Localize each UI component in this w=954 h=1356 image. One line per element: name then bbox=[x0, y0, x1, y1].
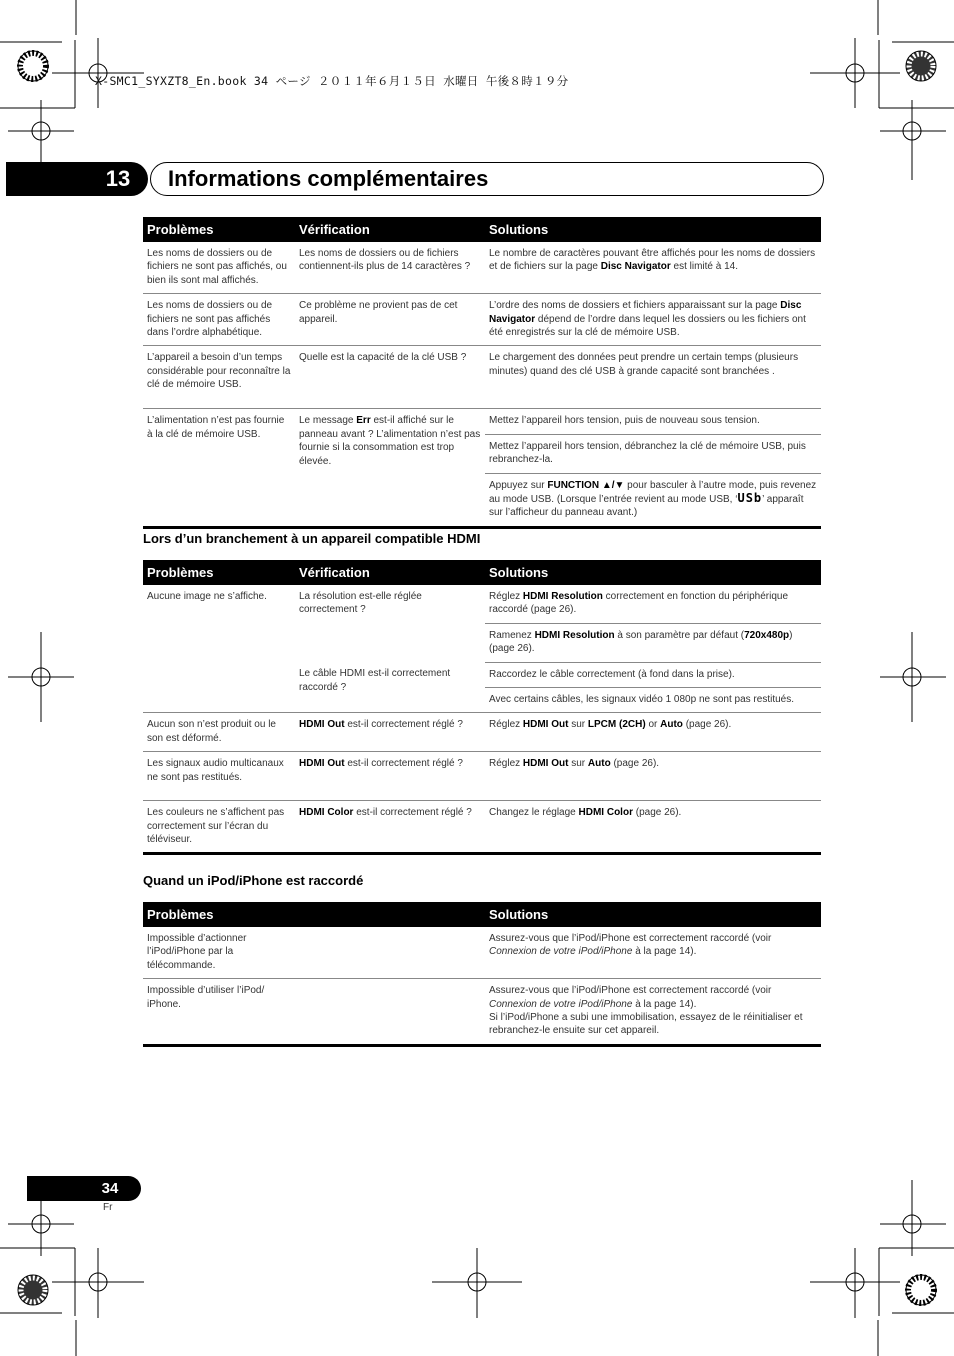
problem-cell: Les couleurs ne s’affichent pas correctement sur l’écran du téléviseur. bbox=[143, 801, 295, 854]
verification-bold: Err bbox=[356, 415, 371, 427]
solution-text: Réglez bbox=[489, 758, 523, 770]
solution-cell bbox=[485, 242, 821, 294]
table-header-row bbox=[143, 902, 821, 927]
solution-text: L’ordre des noms de dossiers et fichiers apparaissant sur la page bbox=[489, 300, 781, 312]
header-solutions: Solutions bbox=[485, 560, 821, 585]
verification-bold: HDMI Out bbox=[299, 758, 345, 770]
solution-cell: Mettez l’appareil hors tension, puis de nouveau sous tension. bbox=[485, 409, 821, 434]
hdmi-troubleshooting-table bbox=[143, 560, 821, 855]
verification-text: est-il correctement réglé ? bbox=[344, 719, 463, 731]
usb-display-glyph: USb bbox=[737, 491, 763, 506]
problem-cell bbox=[143, 927, 485, 979]
solution-text: (page 26). bbox=[632, 807, 682, 819]
solution-text: Appuyez sur bbox=[489, 479, 548, 491]
table-row bbox=[143, 294, 821, 346]
solution-text: à son paramètre par défaut ( bbox=[614, 629, 745, 641]
table-row bbox=[143, 752, 821, 801]
solution-bold: HDMI Out bbox=[522, 758, 569, 770]
problem-cell: L’alimentation n’est pas fournie à la clé de mémoire USB. bbox=[143, 409, 295, 527]
verification-bold: HDMI Color bbox=[299, 807, 354, 819]
solution-text: Réglez bbox=[489, 591, 523, 602]
table-row bbox=[143, 713, 821, 752]
solution-cell bbox=[485, 979, 821, 1046]
verification-cell: Ce problème ne provient pas de cet appareil. bbox=[295, 294, 485, 346]
problem-text: Impossible d’utiliser l’iPod/ iPhone. bbox=[147, 985, 265, 1010]
header-problems: Problèmes bbox=[143, 217, 295, 242]
problem-text: Impossible d’actionner l’iPod/iPhone par la télécommande. bbox=[147, 933, 247, 971]
solution-bold: HDMI Resolution bbox=[522, 591, 603, 602]
table-header-row bbox=[143, 217, 821, 242]
solution-text: pour basculer à l’autre mode, puis revenez au mode USB. (Lorsque l’entrée revient au mode USB, ‘ bbox=[489, 479, 817, 506]
header-problems: Problèmes bbox=[143, 560, 295, 585]
solution-text: Le nombre de caractères pouvant être affichés pour les noms de dossiers et de fichiers sur la page bbox=[489, 248, 816, 273]
section-title-hdmi: Lors d’un branchement à un appareil compatible HDMI bbox=[143, 531, 481, 546]
solution-bold: HDMI Out bbox=[522, 719, 569, 731]
solution-italic-ref: Connexion de votre iPod/iPhone bbox=[489, 998, 633, 1010]
solution-text: Si l’iPod/iPhone a subi une immobilisation, essayez de le réinitialiser et rebranchez-le ensuite sur cet appareil. bbox=[489, 1012, 803, 1037]
solution-text: sur bbox=[568, 719, 588, 731]
solution-cell bbox=[485, 473, 821, 527]
problem-cell: Les signaux audio multicanaux ne sont pas restitués. bbox=[143, 752, 295, 801]
verification-cell: Le câble HDMI est-il correctement raccordé ? bbox=[295, 662, 485, 713]
solution-bold: Auto bbox=[587, 758, 611, 770]
solution-text: Assurez-vous que l’iPod/iPhone est correctement raccordé (voir bbox=[489, 985, 772, 997]
solution-bold: Auto bbox=[660, 719, 683, 731]
table-header-row bbox=[143, 560, 821, 585]
solution-text: à la page 14). bbox=[632, 998, 697, 1010]
problem-cell: L’appareil a besoin d’un temps considérable pour reconnaître la clé de mémoire USB. bbox=[143, 346, 295, 409]
verification-cell: Quelle est la capacité de la clé USB ? bbox=[295, 346, 485, 409]
solution-text: Changez le réglage bbox=[489, 807, 579, 819]
verification-cell bbox=[295, 409, 485, 527]
header-problems: Problèmes bbox=[143, 902, 485, 927]
solution-text: ) (page 26). bbox=[489, 629, 793, 655]
solution-text: dépend de l’ordre dans lequel les dossiers ou les fichiers ont été enregistrés sur la clé de mémoire USB. bbox=[489, 313, 806, 339]
verification-cell bbox=[295, 713, 485, 752]
chapter-number: 13 bbox=[105, 166, 131, 191]
problem-cell: Aucun son n’est produit ou le son est déformé. bbox=[143, 713, 295, 752]
header-verification: Vérification bbox=[295, 560, 485, 585]
solution-cell bbox=[485, 623, 821, 662]
section-title-ipod: Quand un iPod/iPhone est raccordé bbox=[143, 873, 364, 888]
solution-cell bbox=[485, 713, 821, 752]
solution-bold: Disc Navigator bbox=[489, 300, 802, 325]
verification-text: est-il correctement réglé ? bbox=[353, 807, 472, 819]
table-row bbox=[143, 801, 821, 854]
solution-cell bbox=[485, 801, 821, 854]
solution-text: (page 26). bbox=[610, 758, 660, 770]
verification-text: est-il correctement réglé ? bbox=[344, 758, 463, 770]
page-language: Fr bbox=[103, 1202, 113, 1213]
table-row bbox=[143, 585, 821, 623]
solution-bold: 720x480p bbox=[744, 629, 790, 641]
verification-text: Le message bbox=[299, 415, 357, 427]
problem-cell bbox=[143, 979, 485, 1046]
usb-troubleshooting-table bbox=[143, 217, 821, 529]
problem-cell: Les noms de dossiers ou de fichiers ne sont pas affichés dans l’ordre alphabétique. bbox=[143, 294, 295, 346]
ipod-troubleshooting-table bbox=[143, 902, 821, 1047]
solution-text: or bbox=[645, 719, 661, 731]
solution-cell bbox=[485, 294, 821, 346]
solution-bold: HDMI Color bbox=[578, 807, 633, 819]
table-row bbox=[143, 346, 821, 409]
solution-bold: FUNCTION ▲/▼ bbox=[547, 479, 625, 491]
table-row bbox=[143, 927, 821, 979]
table-row bbox=[143, 979, 821, 1046]
chapter-title: Informations complémentaires bbox=[168, 166, 489, 191]
solution-cell: Mettez l’appareil hors tension, débranchez la clé de mémoire USB, puis rebranchez-la. bbox=[485, 434, 821, 473]
verification-text: est-il affiché sur le panneau avant ? L’alimentation n’est pas fournie si la consommation est trop élevée. bbox=[299, 415, 481, 467]
solution-cell: Le chargement des données peut prendre un certain temps (plusieurs minutes) quand des clé USB à grande capacité sont branchées . bbox=[485, 346, 821, 409]
table-row bbox=[143, 409, 821, 434]
table-row bbox=[143, 242, 821, 294]
solution-text: à la page 14). bbox=[632, 946, 697, 958]
solution-cell bbox=[485, 752, 821, 801]
problem-cell: Aucune image ne s’affiche. bbox=[143, 585, 295, 713]
solution-text: Réglez bbox=[489, 719, 523, 731]
solution-bold: HDMI Resolution bbox=[534, 629, 615, 641]
header-solutions: Solutions bbox=[485, 902, 821, 927]
header-verification: Vérification bbox=[295, 217, 485, 242]
solution-bold: LPCM (2CH) bbox=[587, 719, 646, 731]
verification-cell: Les noms de dossiers ou de fichiers contiennent-ils plus de 14 caractères ? bbox=[295, 242, 485, 294]
solution-text: Assurez-vous que l’iPod/iPhone est correctement raccordé (voir bbox=[489, 933, 772, 944]
solution-cell: Avec certains câbles, les signaux vidéo 1 080p ne sont pas restitués. bbox=[485, 688, 821, 713]
verification-cell: La résolution est-elle réglée correctement ? bbox=[299, 591, 422, 616]
problem-cell: Les noms de dossiers ou de fichiers ne sont pas affichés, ou bien ils sont mal affichés. bbox=[143, 242, 295, 294]
header-solutions: Solutions bbox=[485, 217, 821, 242]
print-header-line: X-SMC1_SYXZT8_En.book 34 ページ ２０１１年６月１５日 水曜日 午後８時１９分 bbox=[95, 74, 569, 88]
page-number: 34 bbox=[101, 1180, 119, 1197]
solution-text: (page 26). bbox=[682, 719, 732, 731]
verification-cell bbox=[295, 801, 485, 854]
solution-cell: Raccordez le câble correctement (à fond dans la prise). bbox=[485, 662, 821, 687]
solution-text: sur bbox=[568, 758, 588, 770]
verification-cell bbox=[295, 752, 485, 801]
solution-bold: Disc Navigator bbox=[600, 261, 671, 273]
solution-text: est limité à 14. bbox=[670, 261, 739, 273]
solution-cell bbox=[485, 585, 821, 623]
solution-text: Ramenez bbox=[489, 629, 535, 641]
solution-text: ’ apparaît sur l’afficheur du panneau avant.) bbox=[489, 494, 804, 519]
solution-text: correctement en fonction du périphérique raccordé (page 26). bbox=[489, 591, 789, 616]
solution-cell bbox=[485, 927, 821, 979]
verification-bold: HDMI Out bbox=[299, 719, 345, 731]
solution-italic-ref: Connexion de votre iPod/iPhone bbox=[489, 946, 633, 958]
